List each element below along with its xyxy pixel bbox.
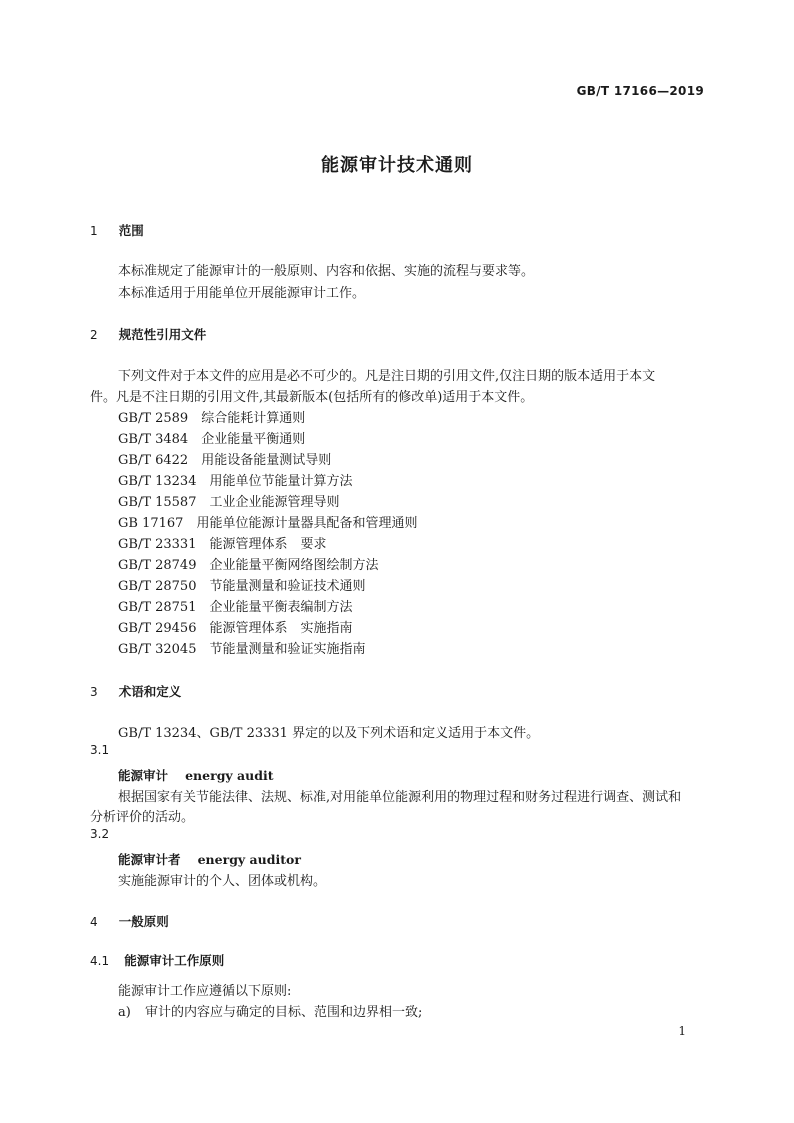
reference-title: 用能单位能源计量器具配备和管理通则 — [196, 516, 418, 531]
term-english: energy auditor — [197, 852, 301, 867]
term-heading — [118, 849, 301, 868]
reference-item — [118, 428, 305, 447]
reference-code: GB 17167 — [118, 516, 184, 531]
reference-title: 企业能量平衡表编制方法 — [209, 600, 353, 615]
reference-title: 节能量测量和验证技术通则 — [209, 579, 366, 594]
reference-code: GB/T 32045 — [118, 642, 197, 657]
reference-code: GB/T 29456 — [118, 621, 197, 636]
paragraph: 能源审计工作应遵循以下原则: — [118, 984, 292, 999]
reference-item — [118, 596, 353, 615]
reference-item — [118, 533, 327, 552]
reference-title: 企业能量平衡网络图绘制方法 — [209, 558, 379, 573]
section-title: 一般原则 — [118, 914, 169, 929]
reference-code: GB/T 3484 — [118, 432, 189, 447]
reference-item — [118, 491, 340, 510]
section-title: 范围 — [118, 223, 144, 238]
term-number: 3.1 — [90, 743, 110, 757]
section-number: 1 — [90, 224, 98, 238]
reference-item — [118, 638, 366, 657]
reference-code: GB/T 23331 — [118, 537, 197, 552]
reference-code: GB/T 6422 — [118, 453, 189, 468]
section-number: 2 — [90, 328, 98, 342]
section-title: 规范性引用文件 — [118, 327, 207, 342]
subsection-title: 能源审计工作原则 — [124, 953, 225, 968]
paragraph: 件。凡是不注日期的引用文件,其最新版本(包括所有的修改单)适用于本文件。 — [90, 390, 534, 405]
term-definition: 根据国家有关节能法律、法规、标准,对用能单位能源利用的物理过程和财务过程进行调查、测试和 — [118, 790, 682, 805]
reference-title: 用能单位节能量计算方法 — [209, 474, 353, 489]
term-definition: 分析评价的活动。 — [90, 810, 195, 825]
subsection-4-1-heading — [90, 950, 224, 969]
reference-title: 能源管理体系 实施指南 — [209, 621, 353, 636]
section-title: 术语和定义 — [118, 684, 182, 699]
reference-code: GB/T 28751 — [118, 600, 197, 615]
section-3-heading — [90, 681, 181, 700]
reference-item — [118, 617, 353, 636]
reference-item — [118, 554, 379, 573]
reference-code: GB/T 2589 — [118, 411, 189, 426]
reference-item — [118, 449, 331, 468]
section-2-heading — [90, 324, 206, 343]
reference-title: 节能量测量和验证实施指南 — [209, 642, 366, 657]
section-1-heading — [90, 220, 144, 239]
list-item — [118, 1001, 422, 1020]
reference-item — [118, 470, 353, 489]
standard-code: GB/T 17166—2019 — [576, 84, 704, 98]
term-chinese: 能源审计 — [118, 768, 169, 783]
reference-title: 用能设备能量测试导则 — [201, 453, 332, 468]
document-title: 能源审计技术通则 — [321, 155, 473, 176]
reference-title: 综合能耗计算通则 — [201, 411, 306, 426]
reference-title: 企业能量平衡通则 — [201, 432, 306, 447]
section-number: 3 — [90, 685, 98, 699]
subsection-number: 4.1 — [90, 954, 110, 968]
reference-code: GB/T 28749 — [118, 558, 197, 573]
list-marker: a) — [118, 1005, 131, 1020]
reference-item — [118, 512, 417, 531]
term-english: energy audit — [185, 768, 274, 783]
reference-code: GB/T 15587 — [118, 495, 197, 510]
term-chinese: 能源审计者 — [118, 852, 181, 867]
reference-code: GB/T 13234 — [118, 474, 197, 489]
list-item-text: 审计的内容应与确定的目标、范围和边界相一致; — [144, 1005, 423, 1020]
paragraph: GB/T 13234、GB/T 23331 界定的以及下列术语和定义适用于本文件。 — [118, 726, 540, 741]
reference-item — [118, 575, 366, 594]
term-heading — [118, 765, 274, 784]
term-definition: 实施能源审计的个人、团体或机构。 — [118, 874, 327, 889]
reference-title: 能源管理体系 要求 — [209, 537, 327, 552]
section-4-heading — [90, 911, 169, 930]
page-number: 1 — [678, 1024, 686, 1038]
term-number: 3.2 — [90, 827, 110, 841]
paragraph: 下列文件对于本文件的应用是必不可少的。凡是注日期的引用文件,仅注日期的版本适用于本文 — [118, 369, 656, 384]
reference-code: GB/T 28750 — [118, 579, 197, 594]
reference-title: 工业企业能源管理导则 — [209, 495, 340, 510]
paragraph: 本标准规定了能源审计的一般原则、内容和依据、实施的流程与要求等。 — [118, 264, 535, 279]
reference-item — [118, 407, 305, 426]
paragraph: 本标准适用于用能单位开展能源审计工作。 — [118, 286, 366, 301]
section-number: 4 — [90, 915, 98, 929]
